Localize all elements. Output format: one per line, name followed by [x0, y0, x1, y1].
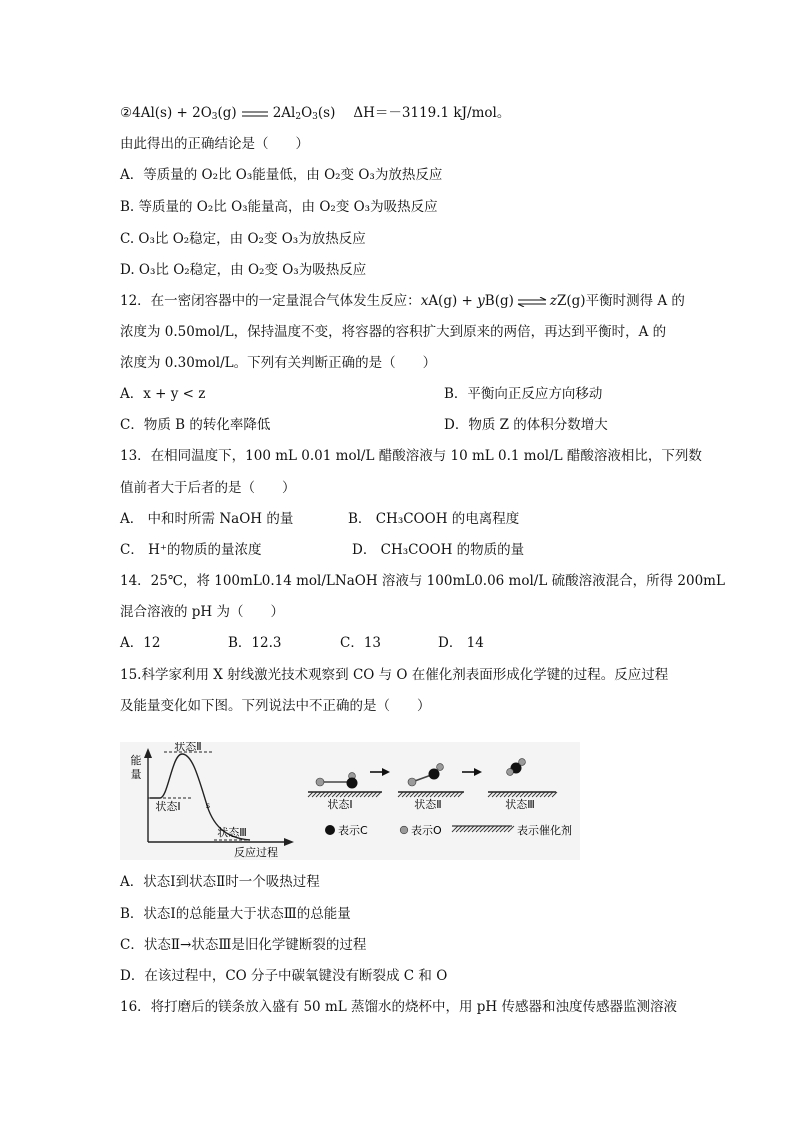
q12-option-b: B．平衡向正反应方向移动 [444, 386, 603, 402]
state-ii-label: 状态Ⅱ [174, 742, 202, 753]
oxygen-atom [408, 778, 416, 786]
q13-option-b: B． CH₃COOH 的电离程度 [348, 511, 520, 527]
q13-line-2: 值前者大于后者的是（ ） [120, 480, 296, 496]
oxygen-atom [519, 759, 526, 766]
equals-arrow-icon [241, 110, 269, 118]
state-iii-label: 状态Ⅲ [217, 826, 247, 839]
stage-2-label: 状态Ⅱ [414, 798, 442, 811]
q11-option-c: C. O₃比 O₂稳定，由 O₂变 O₃为放热反应 [120, 231, 366, 247]
q11-equation-2: ②4Al(s) + $2O_3(g)$ $2Al_2O_3(s)$ ΔH＝－3119.1 kJ/mol。 [120, 105, 511, 122]
q14-option-b: B．12.3 [228, 635, 282, 651]
q16-line-1: 16．将打磨后的镁条放入盛有 50 mL 蒸馏水的烧杯中，用 pH 传感器和浊度传感器监测溶液 [120, 999, 677, 1015]
q14-line-1: 14．25℃，将 100mL0.14 mol/LNaOH 溶液与 100mL0.06 mol/L 硫酸溶液混合，所得 200mL [120, 573, 725, 589]
q12-line-1: 12．在一密闭容器中的一定量混合气体发生反应：xA(g) + yB(g) zZ(g)平衡时测得 A 的 [120, 293, 685, 309]
q15-option-c: C．状态Ⅱ→状态Ⅲ是旧化学键断裂的过程 [120, 937, 367, 953]
stage-3-label: 状态Ⅲ [505, 798, 535, 811]
q13-line-1: 13．在相同温度下，100 mL 0.01 mol/L 醋酸溶液与 10 mL 0.1 mol/L 醋酸溶液相比，下列数 [120, 448, 702, 464]
q15-line-2: 及能量变化如下图。下列说法中不正确的是（ ） [120, 698, 431, 714]
q12-option-d: D．物质 Z 的体积分数增大 [444, 417, 608, 433]
curve-mark: s [205, 801, 211, 810]
oxygen-atom [507, 769, 514, 776]
q13-option-a: A． 中和时所需 NaOH 的量 [120, 511, 294, 527]
q15-line-1: 15.科学家利用 X 射线激光技术观察到 CO 与 O 在催化剂表面形成化学键的过程。反应过程 [120, 667, 669, 683]
figure-svg [120, 742, 580, 860]
q12-line-3: 浓度为 0.30mol/L。下列有关判断正确的是（ ） [120, 355, 437, 371]
oxygen-atom [316, 778, 324, 786]
q13-option-d: D． CH₃COOH 的物质的量 [352, 542, 525, 558]
carbon-atom [347, 778, 358, 789]
q14-option-c: C．13 [340, 635, 382, 651]
legend-carbon-icon [325, 825, 335, 835]
x-axis-label: 反应过程 [234, 846, 278, 859]
q12-line-2: 浓度为 0.50mol/L，保持温度不变，将容器的容积扩大到原来的两倍，再达到平衡时，A 的 [120, 324, 667, 340]
legend-catalyst-label: 表示催化剂 [517, 824, 572, 837]
q11-option-a: A．等质量的 O₂比 O₃能量低，由 O₂变 O₃为放热反应 [120, 167, 443, 183]
reversible-arrow-icon [517, 297, 547, 307]
q12-option-a: A．x + y < z [120, 386, 206, 402]
stage-1-label: 状态Ⅰ [327, 798, 353, 811]
q15-option-a: A．状态Ⅰ到状态Ⅱ时一个吸热过程 [120, 874, 320, 890]
legend-carbon-label: 表示C [338, 824, 368, 837]
oxygen-atom [437, 764, 444, 771]
y-axis-label-2: 量 [130, 768, 142, 781]
carbon-atom [429, 769, 440, 780]
state-i-label: 状态Ⅰ [155, 800, 181, 813]
y-axis-label-1: 能 [130, 754, 142, 767]
q11-option-b: B. 等质量的 O₂比 O₃能量高，由 O₂变 O₃为吸热反应 [120, 199, 438, 215]
reaction-energy-figure [120, 742, 580, 860]
q13-option-c: C． H⁺的物质的量浓度 [120, 542, 262, 558]
q14-line-2: 混合溶液的 pH 为（ ） [120, 604, 284, 620]
q14-option-a: A．12 [120, 635, 161, 651]
q11-option-d: D. O₃比 O₂稳定，由 O₂变 O₃为吸热反应 [120, 262, 367, 278]
q11-stem: 由此得出的正确结论是（ ） [120, 136, 309, 152]
q15-option-d: D．在该过程中，CO 分子中碳氧键没有断裂成 C 和 O [120, 968, 448, 984]
legend-oxygen-label: 表示O [411, 824, 442, 837]
q14-option-d: D． 14 [438, 635, 484, 651]
q12-option-c: C．物质 B 的转化率降低 [120, 417, 271, 433]
legend-oxygen-icon [400, 826, 408, 834]
q15-option-b: B．状态Ⅰ的总能量大于状态Ⅲ的总能量 [120, 906, 351, 922]
